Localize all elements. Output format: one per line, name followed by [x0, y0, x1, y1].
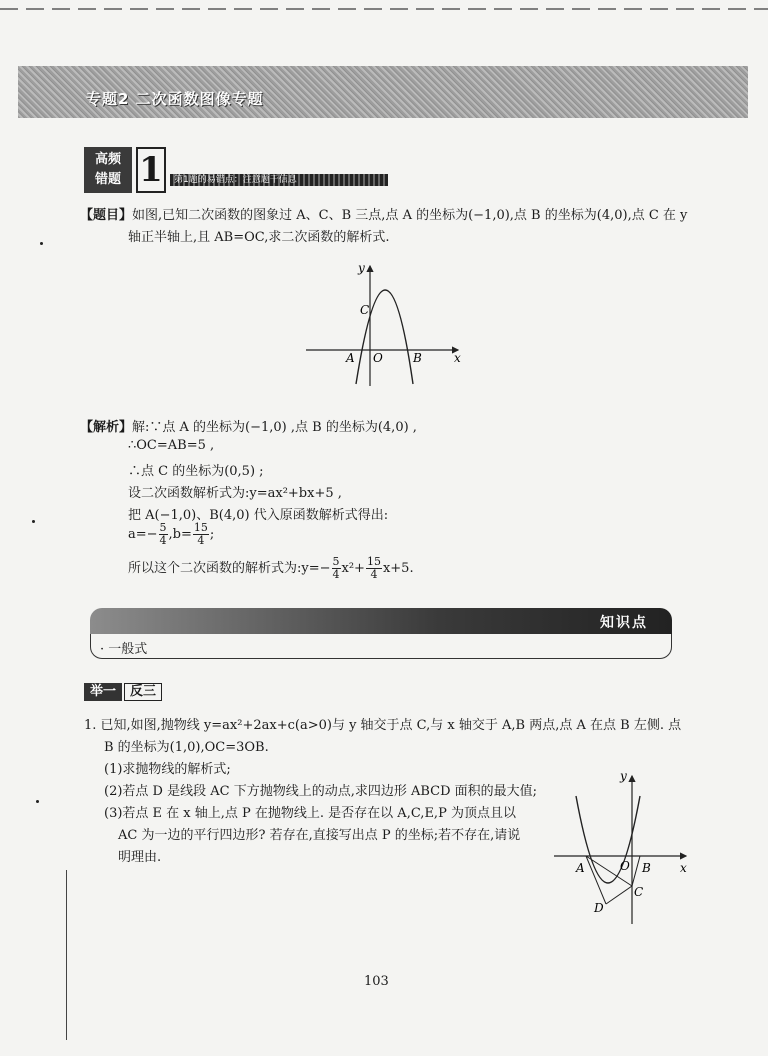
problem-line-1: 【题目】如图,已知二次函数的图象过 A、C、B 三点,点 A 的坐标为(−1,0),点 B 的坐标为(4,0),点 C 在 y [80, 208, 688, 223]
y-axis-label: y [620, 769, 627, 783]
y-axis-label: y [358, 261, 365, 275]
knowledge-box [90, 634, 672, 659]
point-A-label: A [576, 861, 585, 875]
badge-number: 1 [136, 147, 166, 193]
origin-label: O [620, 859, 630, 873]
fraction: $\frac{5}{4}$ [332, 555, 340, 581]
badge-strip: 第1题的易错点：注意题干信息 [170, 174, 388, 186]
top-dashed-rule [0, 8, 768, 10]
point-D-label: D [594, 901, 604, 915]
segment-DC [606, 886, 632, 904]
point-C-label: C [634, 885, 644, 899]
badge-label-bottom: 错题 [94, 172, 121, 187]
exercise-line-1: 1. 已知,如图,抛物线 y=ax²+2ax+c(a>0)与 y 轴交于点 C,与 x 轴交于 A,B 两点,点 A 在点 B 左侧. 点 [84, 718, 682, 733]
problem-line-2: 轴正半轴上,且 AB=OC,求二次函数的解析式. [128, 230, 390, 245]
solution-line-2: ∴OC=AB=5 , [128, 438, 215, 453]
exercise-line-5: (3)若点 E 在 x 轴上,点 P 在抛物线上. 是否存在以 A,C,E,P 为顶点且以 [104, 806, 516, 821]
solution-line-7: 所以这个二次函数的解析式为:y=− $\frac{5}{4}$ x²+ $\frac{15}{4}$ x+5. [128, 555, 414, 581]
exercise-line-2: B 的坐标为(1,0),OC=3OB. [104, 740, 269, 755]
margin-mark [36, 800, 39, 803]
exercise-line-7: 明理由. [118, 850, 162, 865]
knowledge-bar [90, 608, 672, 634]
margin-mark [40, 242, 43, 245]
knowledge-title: 知识点 [600, 615, 648, 631]
exercise-line-6: AC 为一边的平行四边形? 若存在,直接写出点 P 的坐标;若不存在,请说 [118, 828, 521, 843]
badge-label-top: 高频 [94, 152, 121, 167]
section-title: 专题2 二次函数图像专题 [86, 90, 264, 108]
point-B-label: B [642, 861, 651, 875]
solution-line-4: 设二次函数解析式为:y=ax²+bx+5 , [128, 486, 342, 501]
problem-tag: 【题目】 [80, 208, 133, 223]
practice-badge-right: 反三 [124, 683, 162, 701]
solution-line-3: ∴点 C 的坐标为(0,5) ; [128, 464, 264, 479]
margin-mark [32, 520, 35, 523]
point-C-label: C [360, 303, 370, 317]
point-B-label: B [413, 351, 422, 365]
solution-tag: 【解析】 [80, 420, 133, 435]
solution-line-1: 【解析】解:∵点 A 的坐标为(−1,0) ,点 B 的坐标为(4,0) , [80, 420, 417, 435]
origin-label: O [373, 351, 383, 365]
page-number: 103 [364, 974, 389, 989]
segment-CB [632, 856, 640, 886]
solution-line-5: 把 A(−1,0)、B(4,0) 代入原函数解析式得出: [128, 508, 389, 523]
fraction: $\frac{15}{4}$ [366, 555, 381, 581]
solution-line-6: a=− $\frac{5}{4}$ ,b= $\frac{15}{4}$ ; [128, 521, 215, 547]
x-axis-label: x [454, 351, 461, 365]
fraction: $\frac{15}{4}$ [193, 521, 208, 547]
knowledge-item: · 一般式 [100, 642, 148, 657]
figure-1-parabola [300, 258, 470, 388]
scan-edge-line [66, 870, 67, 1040]
figure-2-parabola [550, 768, 700, 928]
fraction: $\frac{5}{4}$ [159, 521, 167, 547]
exercise-line-4: (2)若点 D 是线段 AC 下方抛物线上的动点,求四边形 ABCD 面积的最大值; [104, 784, 538, 799]
segment-AD [586, 856, 606, 904]
point-A-label: A [346, 351, 355, 365]
practice-badge-left: 举一 [84, 683, 122, 701]
x-axis-label: x [680, 861, 687, 875]
frequent-error-badge [84, 147, 164, 193]
exercise-line-3: (1)求抛物线的解析式; [104, 762, 231, 777]
